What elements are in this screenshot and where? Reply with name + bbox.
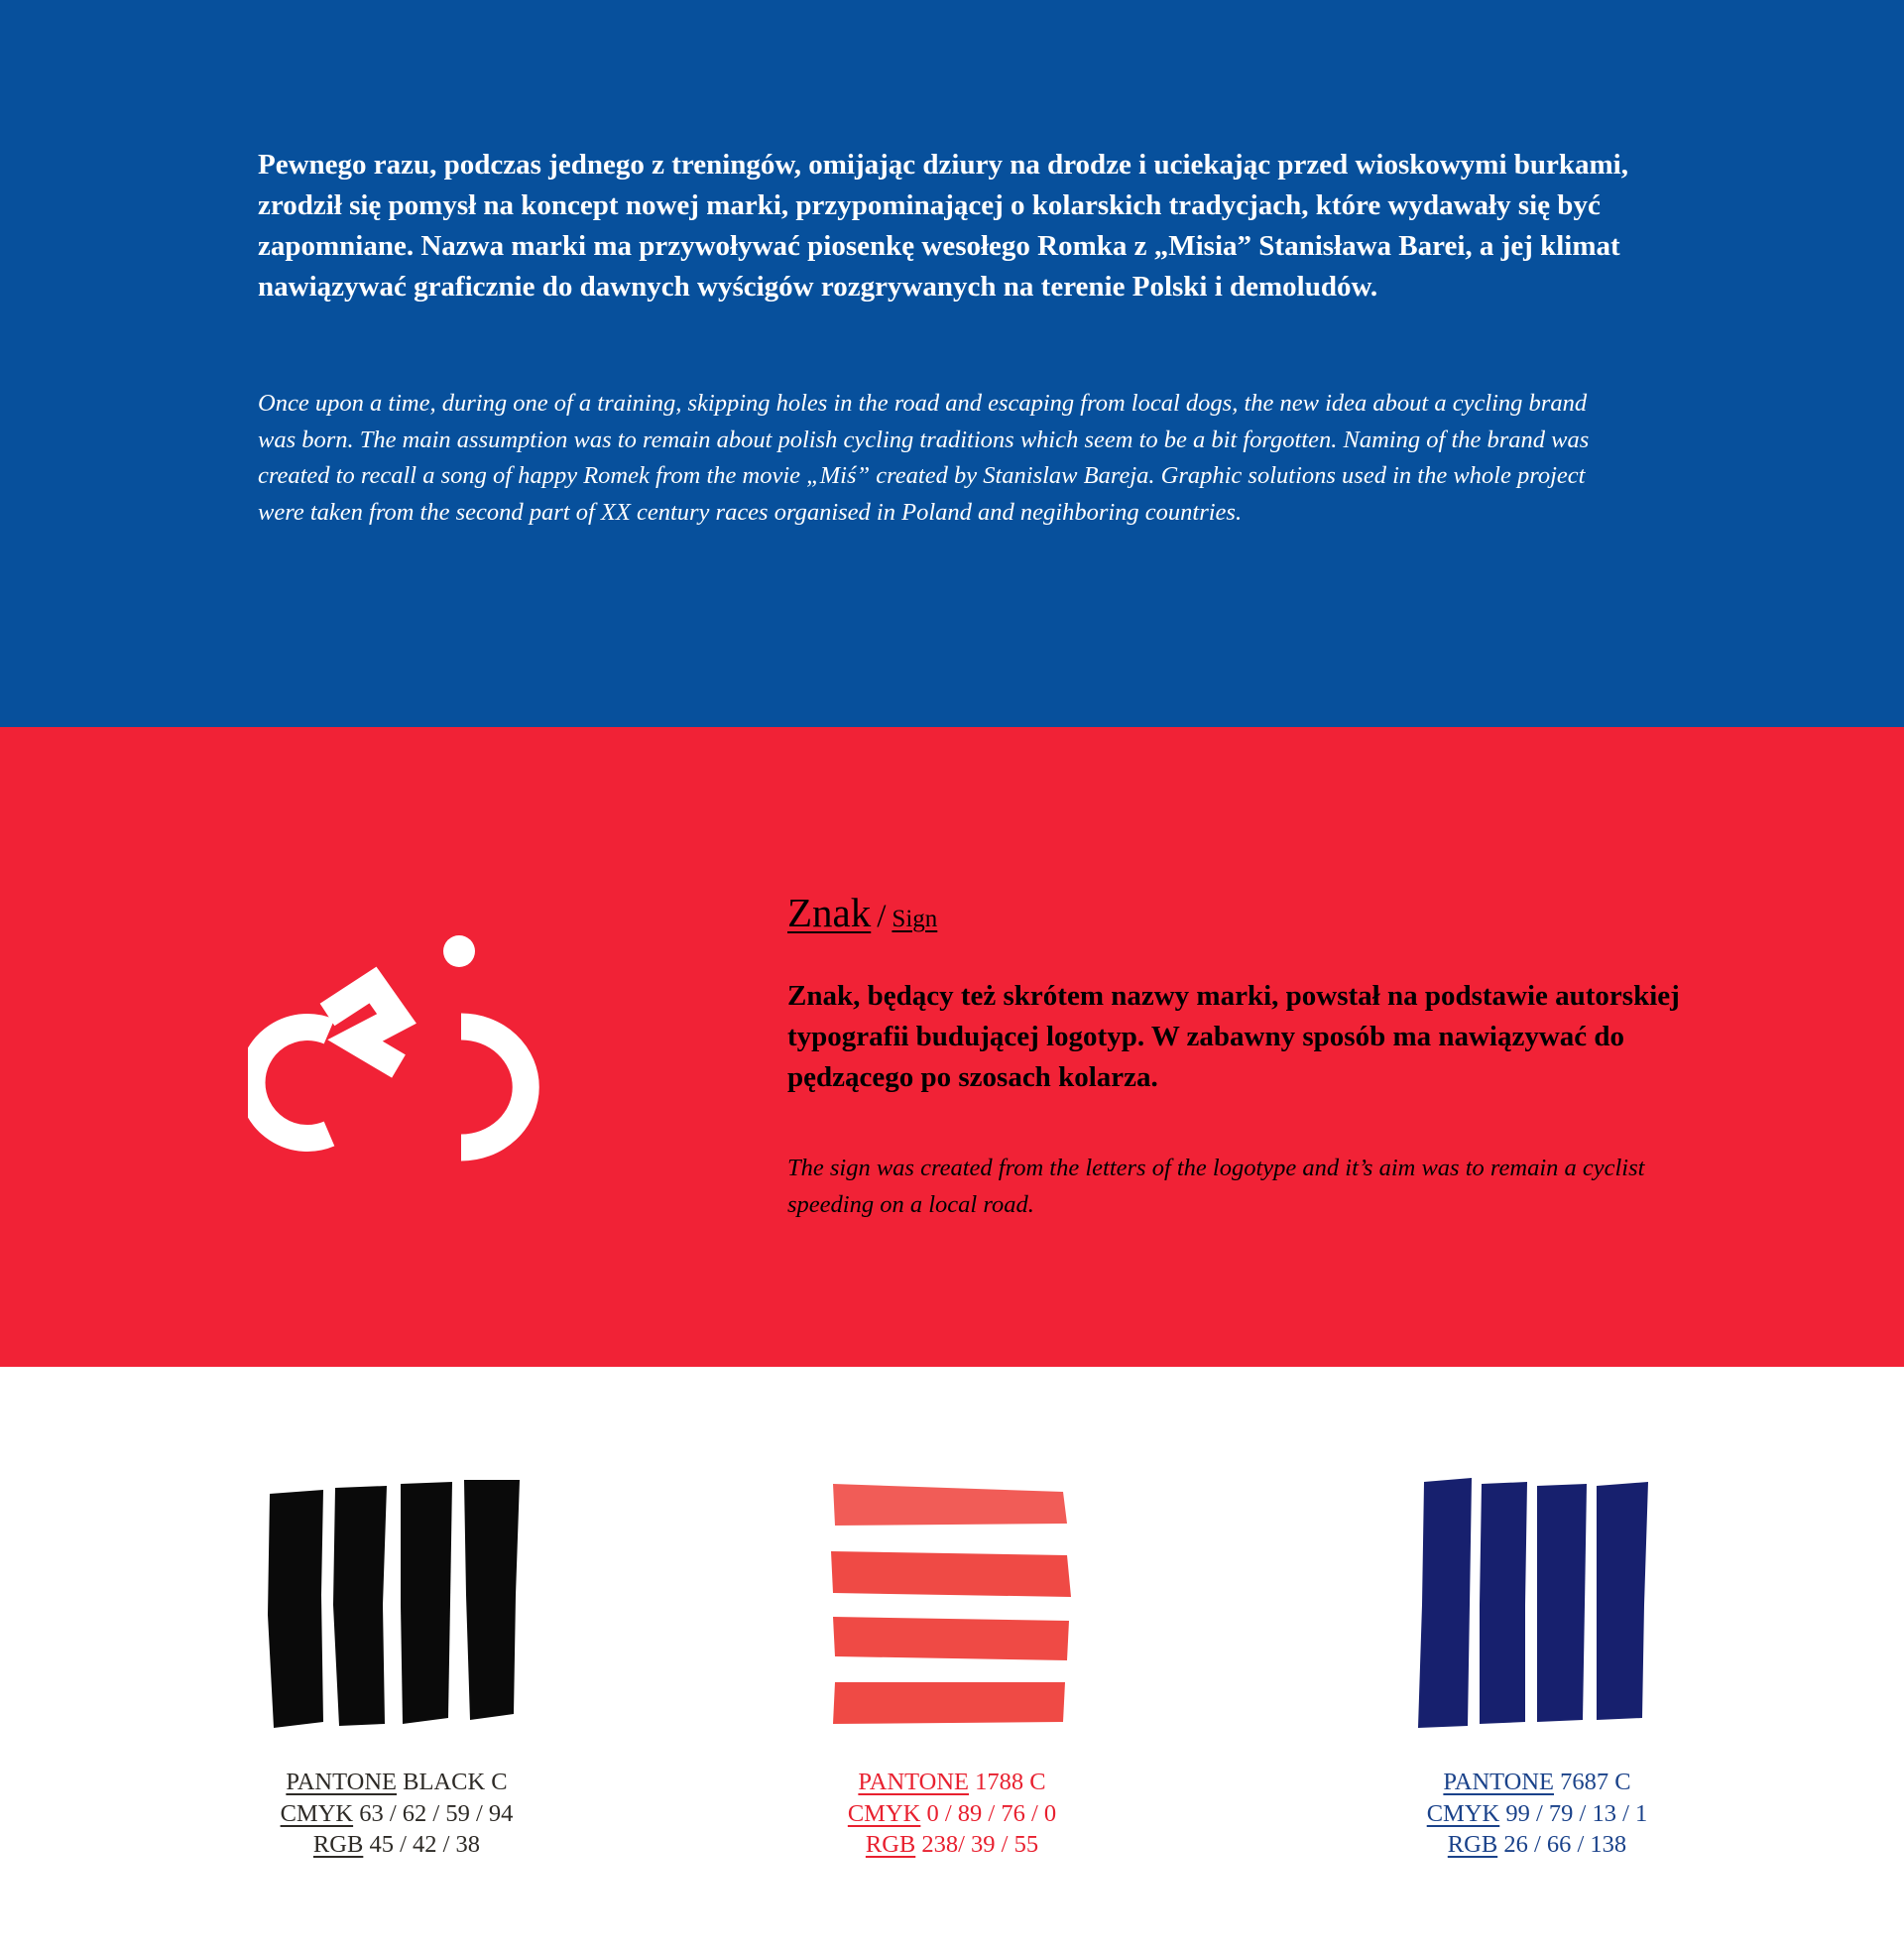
rgb-label: RGB	[865, 1831, 916, 1858]
sign-title-english: Sign	[892, 906, 938, 932]
color-spec-blue	[1329, 1767, 1745, 1861]
blue-brush-swatch	[1414, 1476, 1656, 1734]
sign-title-separator: /	[877, 899, 887, 934]
pantone-label: PANTONE	[286, 1769, 397, 1795]
rgb-label: RGB	[1447, 1831, 1498, 1858]
pantone-value: 7687 C	[1560, 1769, 1631, 1795]
pantone-value: BLACK C	[403, 1769, 508, 1795]
sign-text-english: The sign was created from the letters of the logotype and it’s aim was to remain a cyclist speeding on a local road.	[787, 1155, 1645, 1218]
cmyk-label: CMYK	[1426, 1799, 1500, 1827]
cmyk-value: 63 / 62 / 59 / 94	[359, 1799, 514, 1827]
color-spec-black	[188, 1767, 605, 1861]
red-brush-swatch	[829, 1476, 1073, 1734]
cmyk-label: CMYK	[847, 1799, 921, 1827]
rgb-value: 238/ 39 / 55	[921, 1831, 1039, 1858]
cmyk-value: 0 / 89 / 76 / 0	[926, 1799, 1057, 1827]
rgb-value: 45 / 42 / 38	[369, 1831, 481, 1858]
pantone-label: PANTONE	[1443, 1769, 1555, 1795]
color-spec-red	[744, 1767, 1160, 1861]
pantone-label: PANTONE	[858, 1769, 970, 1795]
intro-text-polish: Pewnego razu, podczas jednego z treningów, omijając dziury na drodze i uciekając przed wioskowymi burkami, zrodził się pomysł na koncept nowej marki, przypominającej o kolarskich tradycjach, które wydawały się być zapomniane. Nazwa marki ma przywoływać piosenkę wesołego Romka z „Misia” Stanisława Barei, a jej klimat nawiązywać graficznie do dawnych wyścigów rozgrywanych na terenie Polski i demoludów.	[258, 149, 1628, 303]
intro-section	[0, 0, 1904, 727]
cmyk-value: 99 / 79 / 13 / 1	[1505, 1799, 1648, 1827]
sign-text-polish: Znak, będący też skrótem nazwy marki, powstał na podstawie autorskiej typografii budującej logotyp. W zabawny sposób ma nawiązywać do pędzącego po szosach kolarza.	[787, 980, 1680, 1093]
pantone-value: 1788 C	[975, 1769, 1046, 1795]
black-brush-swatch	[264, 1476, 524, 1734]
intro-text-english: Once upon a time, during one of a training, skipping holes in the road and escaping from local dogs, the new idea about a cycling brand was born. The main assumption was to remain about polish cycling traditions which seem to be a bit forgotten. Naming of the brand was created to recall a song of happy Romek from the movie „Miś” created by Stanislaw Bareja. Graphic solutions used in the whole project were taken from the second part of XX century races organised in Poland and negihboring countries.	[258, 390, 1590, 526]
rgb-label: RGB	[312, 1831, 364, 1858]
sign-title-polish: Znak	[787, 890, 872, 935]
sign-heading	[787, 889, 937, 936]
cmyk-label: CMYK	[280, 1799, 354, 1827]
rgb-value: 26 / 66 / 138	[1503, 1831, 1627, 1858]
cyclist-sign-icon	[248, 927, 555, 1165]
